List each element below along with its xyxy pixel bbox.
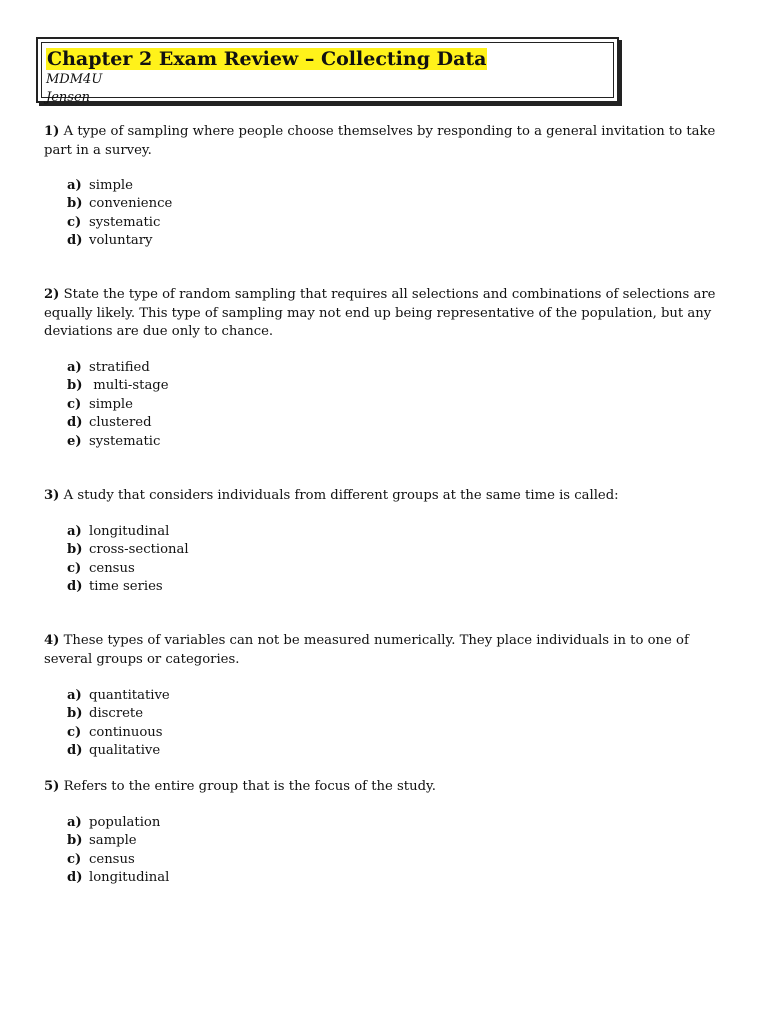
option-letter: a) — [67, 688, 82, 703]
option-b — [67, 705, 170, 723]
option-d — [67, 869, 169, 887]
option-letter: b) — [67, 196, 83, 212]
option-a — [67, 687, 170, 705]
question-2 — [44, 286, 724, 342]
option-letter: a) — [67, 178, 82, 193]
question-4-options — [67, 687, 170, 761]
option-d — [67, 414, 169, 432]
option-text: quantitative — [89, 688, 170, 703]
option-text: convenience — [89, 196, 173, 212]
option-b — [67, 377, 169, 395]
option-c — [67, 396, 169, 414]
option-letter: a) — [67, 360, 82, 375]
option-d — [67, 578, 189, 596]
question-number: 3) — [44, 488, 60, 503]
question-text: Refers to the entire group that is the focus of the study. — [59, 779, 436, 794]
question-text: These types of variables can not be measured numerically. They place individuals in to one of several groups or categories. — [44, 633, 689, 667]
option-a — [67, 177, 172, 195]
option-b — [67, 541, 189, 559]
option-letter: b) — [67, 542, 83, 558]
option-letter: c) — [67, 214, 82, 230]
option-text: census — [89, 560, 135, 576]
question-3 — [44, 487, 724, 506]
option-d — [67, 232, 172, 250]
question-text: A study that considers individuals from different groups at the same time is called: — [59, 488, 619, 503]
option-text: census — [89, 851, 135, 867]
option-text: discrete — [89, 706, 144, 722]
option-text: systematic — [89, 214, 161, 230]
option-a — [67, 359, 169, 377]
option-a — [67, 814, 169, 832]
question-5-options — [67, 814, 169, 888]
question-3-options — [67, 523, 189, 597]
option-letter: b) — [67, 378, 83, 394]
option-text: systematic — [89, 433, 161, 449]
option-b — [67, 195, 172, 213]
option-text: longitudinal — [89, 524, 170, 539]
option-d — [67, 742, 170, 760]
option-letter: c) — [67, 724, 82, 740]
option-letter: c) — [67, 560, 82, 576]
question-text: A type of sampling where people choose themselves by responding to a general invitation to take part in a survey. — [44, 124, 716, 158]
question-number: 5) — [44, 779, 60, 794]
option-c — [67, 560, 189, 578]
option-text: stratified — [89, 360, 150, 375]
option-text: voluntary — [89, 233, 153, 249]
option-letter: c) — [67, 396, 82, 412]
option-letter: b) — [67, 706, 83, 722]
question-number: 1) — [44, 124, 60, 139]
option-c — [67, 724, 170, 742]
option-c — [67, 214, 172, 232]
question-1 — [44, 123, 724, 160]
option-text: sample — [89, 833, 137, 849]
option-letter: e) — [67, 433, 82, 449]
option-letter: d) — [67, 870, 83, 886]
option-c — [67, 851, 169, 869]
question-2-options — [67, 359, 169, 451]
option-text: simple — [89, 396, 133, 412]
option-letter: d) — [67, 415, 83, 431]
teacher-name: Jensen — [46, 90, 91, 105]
option-letter: d) — [67, 743, 83, 759]
question-text: State the type of random sampling that requires all selections and combinations of selections are equally likely. This type of sampling may not end up being representative of the population, but any deviations are due only to chance. — [44, 287, 716, 339]
question-5 — [44, 778, 724, 797]
option-letter: d) — [67, 579, 83, 595]
question-1-options — [67, 177, 172, 251]
question-number: 2) — [44, 287, 60, 302]
question-number: 4) — [44, 633, 60, 648]
header-box — [36, 37, 619, 103]
option-letter: a) — [67, 524, 82, 539]
option-text: qualitative — [89, 743, 161, 759]
option-letter: c) — [67, 851, 82, 867]
option-text: cross-sectional — [89, 542, 189, 558]
option-letter: d) — [67, 233, 83, 249]
option-text: simple — [89, 178, 133, 193]
option-letter: b) — [67, 833, 83, 849]
option-text: continuous — [89, 724, 163, 740]
option-text: time series — [89, 579, 163, 595]
course-code: MDM4U — [46, 72, 103, 87]
option-text: population — [89, 815, 161, 830]
option-text: longitudinal — [89, 870, 170, 886]
option-a — [67, 523, 189, 541]
option-letter: a) — [67, 815, 82, 830]
option-text: multi-stage — [89, 378, 169, 394]
option-e — [67, 433, 169, 451]
option-b — [67, 832, 169, 850]
question-4 — [44, 632, 724, 669]
page-title: Chapter 2 Exam Review – Collecting Data — [47, 48, 487, 70]
option-text: clustered — [89, 415, 152, 431]
